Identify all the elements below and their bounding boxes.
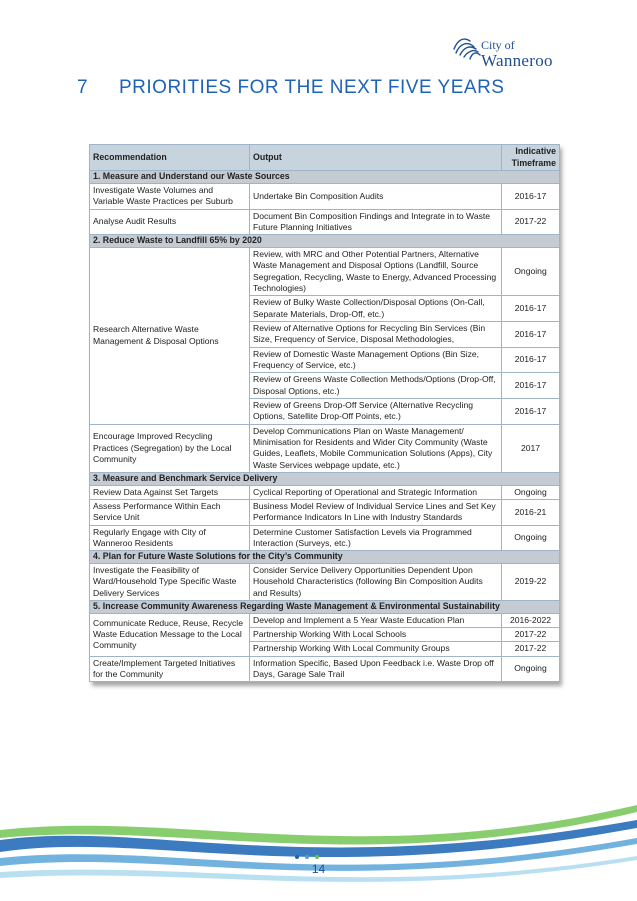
logo-text-wanneroo: Wanneroo [481, 51, 553, 70]
output-cell: Partnership Working With Local Community Groups [250, 642, 502, 656]
table-row [90, 613, 560, 627]
output-cell: Review of Alternative Options for Recycling Bin Services (Bin Size, Frequency of Service, Disposal Methodologies, [250, 321, 502, 347]
section-heading [77, 77, 504, 99]
timeframe-cell: Ongoing [502, 247, 560, 295]
recommendation-cell: Investigate the Feasibility of Ward/Household Type Specific Waste Delivery Services [90, 563, 250, 600]
output-cell: Review of Greens Drop-Off Service (Alternative Recycling Options, Satellite Drop-Off Points, etc.) [250, 398, 502, 424]
recommendation-cell: Research Alternative Waste Management & Disposal Options [90, 247, 250, 424]
output-cell: Develop Communications Plan on Waste Management/ Minimisation for Residents and Wider City Community (Waste Guides, Leaflets, Mobile Communication Solutions (Apps), City Waste Services webpage update, etc.) [250, 424, 502, 472]
table-row [90, 499, 560, 525]
table-body [90, 171, 560, 682]
recommendation-cell: Communicate Reduce, Reuse, Recycle Waste Education Message to the Local Community [90, 613, 250, 656]
timeframe-cell: Ongoing [502, 485, 560, 499]
output-cell: Business Model Review of Individual Service Lines and Set Key Performance Indicators In Line with Industry Standards [250, 499, 502, 525]
output-cell: Review of Greens Waste Collection Methods/Options (Drop-Off, Disposal Options, etc.) [250, 373, 502, 399]
section-title: 5. Increase Community Awareness Regarding Waste Management & Environmental Sustainability [90, 600, 560, 613]
recommendation-cell: Review Data Against Set Targets [90, 485, 250, 499]
section-title: 2. Reduce Waste to Landfill 65% by 2020 [90, 235, 560, 248]
timeframe-cell: 2016-21 [502, 499, 560, 525]
timeframe-cell: 2016-17 [502, 373, 560, 399]
output-cell: Review of Domestic Waste Management Options (Bin Size, Frequency of Service, etc.) [250, 347, 502, 373]
section-row [90, 600, 560, 613]
recommendation-cell: Investigate Waste Volumes and Variable Waste Practices per Suburb [90, 183, 250, 209]
output-cell: Partnership Working With Local Schools [250, 627, 502, 641]
header-recommendation: Recommendation [90, 145, 250, 171]
section-row [90, 551, 560, 564]
output-cell: Cyclical Reporting of Operational and Strategic Information [250, 485, 502, 499]
timeframe-cell: 2019-22 [502, 563, 560, 600]
recommendation-cell: Encourage Improved Recycling Practices (Segregation) by the Local Community [90, 424, 250, 472]
recommendation-cell: Assess Performance Within Each Service Unit [90, 499, 250, 525]
priorities-table [89, 144, 560, 682]
timeframe-cell: 2017-22 [502, 627, 560, 641]
timeframe-cell: Ongoing [502, 656, 560, 682]
timeframe-cell: 2016-17 [502, 321, 560, 347]
section-row [90, 473, 560, 486]
timeframe-cell: 2017 [502, 424, 560, 472]
section-row [90, 235, 560, 248]
section-title: PRIORITIES FOR THE NEXT FIVE YEARS [119, 77, 505, 98]
section-number: 7 [77, 77, 89, 98]
header-timeframe: Indicative Timeframe [502, 145, 560, 171]
timeframe-cell: 2016-17 [502, 347, 560, 373]
footer-swoosh-graphic [0, 800, 637, 901]
timeframe-cell: 2016-2022 [502, 613, 560, 627]
output-cell: Review, with MRC and Other Potential Partners, Alternative Waste Management and Disposal Options (Landfill, Source Segregation, Recycling, Waste to Energy, Advanced Processing Technologies) [250, 247, 502, 295]
output-cell: Review of Bulky Waste Collection/Disposal Options (On-Call, Separate Materials, Drop-Off, etc.) [250, 296, 502, 322]
header-output: Output [250, 145, 502, 171]
table-row [90, 525, 560, 551]
output-cell: Determine Customer Satisfaction Levels via Programmed Interaction (Surveys, etc.) [250, 525, 502, 551]
table-row [90, 424, 560, 472]
section-title: 4. Plan for Future Waste Solutions for the City’s Community [90, 551, 560, 564]
logo-text-city-of: City of [481, 38, 515, 52]
timeframe-cell: 2016-17 [502, 398, 560, 424]
table-row [90, 183, 560, 209]
page-dots-icon [292, 854, 322, 860]
timeframe-cell: Ongoing [502, 525, 560, 551]
recommendation-cell: Create/Implement Targeted Initiatives for the Community [90, 656, 250, 682]
table-row [90, 485, 560, 499]
priorities-table-wrapper [89, 144, 559, 682]
output-cell: Undertake Bin Composition Audits [250, 183, 502, 209]
timeframe-cell: 2016-17 [502, 296, 560, 322]
table-row [90, 563, 560, 600]
recommendation-cell: Regularly Engage with City of Wanneroo Residents [90, 525, 250, 551]
page-number: 14 [311, 862, 326, 876]
output-cell: Information Specific, Based Upon Feedback i.e. Waste Drop off Days, Garage Sale Trail [250, 656, 502, 682]
section-title: 1. Measure and Understand our Waste Sources [90, 171, 560, 184]
output-cell: Consider Service Delivery Opportunities Dependent Upon Household Characteristics (following Bin Composition Audits and Results) [250, 563, 502, 600]
timeframe-cell: 2016-17 [502, 183, 560, 209]
output-cell: Develop and Implement a 5 Year Waste Education Plan [250, 613, 502, 627]
output-cell: Document Bin Composition Findings and Integrate in to Waste Future Planning Initiatives [250, 209, 502, 235]
timeframe-cell: 2017-22 [502, 209, 560, 235]
timeframe-cell: 2017-22 [502, 642, 560, 656]
table-row [90, 209, 560, 235]
section-title: 3. Measure and Benchmark Service Delivery [90, 473, 560, 486]
table-row [90, 656, 560, 682]
table-header-row [90, 145, 560, 171]
section-row [90, 171, 560, 184]
table-row [90, 247, 560, 295]
recommendation-cell: Analyse Audit Results [90, 209, 250, 235]
